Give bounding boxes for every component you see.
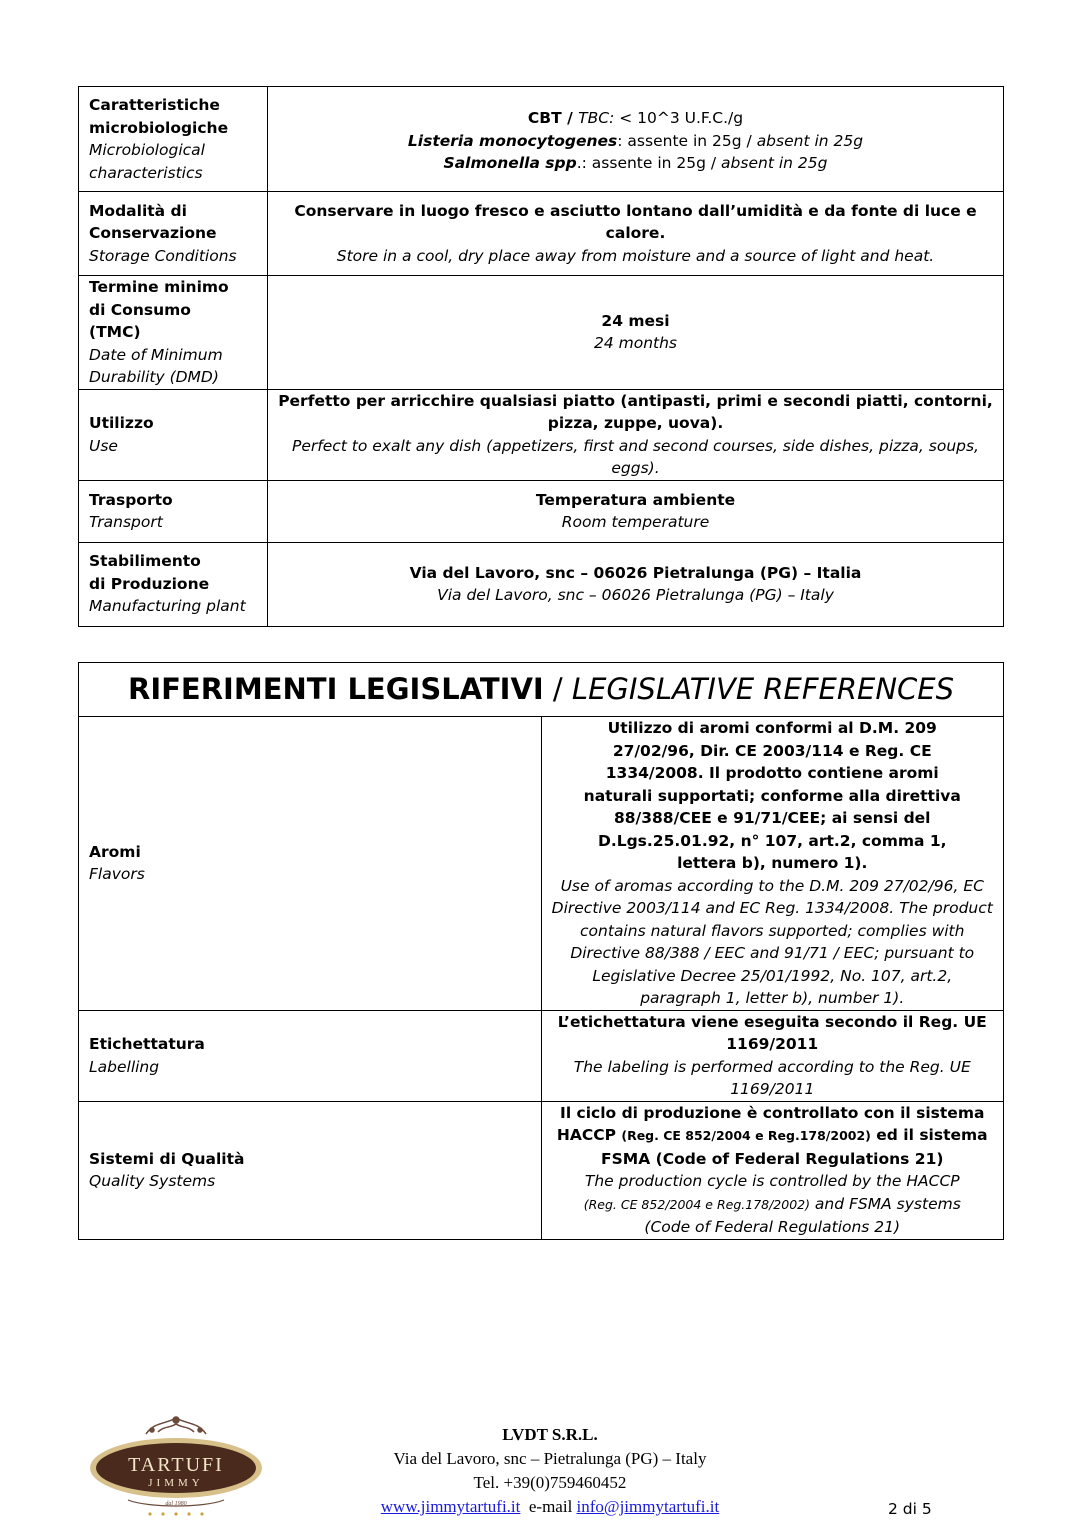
value-it: L’etichettatura viene eseguita secondo il Reg. UE 1169/2011 — [557, 1012, 987, 1053]
salmonella-label: Salmonella spp — [443, 154, 577, 172]
value-it-a: Il ciclo di produzione è controllato con il sistema HACCP — [556, 1103, 985, 1144]
value-line — [278, 130, 993, 153]
value-it: Perfetto per arricchire qualsiasi piatto (antipasti, primi e secondi piatti, contorni, pizza, zuppe, uova). — [278, 391, 993, 432]
title-en: LEGISLATIVE REFERENCES — [571, 672, 954, 707]
spec-value — [268, 192, 1004, 276]
value-it — [552, 1102, 994, 1171]
value-en: 24 months — [593, 334, 678, 353]
legis-label — [79, 717, 542, 1011]
spec-row-plant — [79, 542, 1004, 626]
legis-label — [79, 1101, 542, 1239]
value-it: Utilizzo di aromi conformi al D.M. 209 27/02/96, Dir. CE 2003/114 e Reg. CE 1334/2008. Il prodotto contiene aromi naturali supportati; conforme alla direttiva 88/388/CEE e 91/71/CEE; ai sensi del D.Lgs.25.01.92, n° 107, art.2, comma 1, lettera b), numero 1). — [583, 719, 961, 872]
label-en: Storage Conditions — [89, 246, 237, 265]
legis-label — [79, 1010, 542, 1101]
spec-value — [268, 389, 1004, 480]
spec-label — [79, 192, 268, 276]
company-phone: Tel. +39(0)759460452 — [473, 1473, 627, 1492]
website-link[interactable]: www.jimmytartufi.it — [380, 1497, 521, 1516]
spec-value — [268, 87, 1004, 192]
spec-label — [79, 389, 268, 480]
value-line — [278, 152, 993, 175]
listeria-value-en: absent in 25g — [756, 131, 864, 150]
label-it: Stabilimento di Produzione — [89, 552, 210, 593]
label-it: Utilizzo — [89, 414, 154, 432]
spec-row-storage — [79, 192, 1004, 276]
page-number: 2 di 5 — [888, 1500, 932, 1518]
title-sep: / — [543, 672, 572, 707]
email-label: e-mail — [528, 1497, 573, 1516]
spec-row-transport — [79, 480, 1004, 542]
spec-row-microbiology — [79, 87, 1004, 192]
spec-row-tmc — [79, 276, 1004, 390]
spec-label — [79, 480, 268, 542]
value-it: 24 mesi — [601, 311, 670, 330]
spec-value — [268, 480, 1004, 542]
legis-row-flavors — [79, 717, 1004, 1011]
value-en — [552, 1170, 994, 1239]
value-en: The labeling is performed according to the Reg. UE 1169/2011 — [573, 1057, 971, 1098]
spec-label — [79, 87, 268, 192]
legis-row-quality — [79, 1101, 1004, 1239]
value-en: Room temperature — [561, 513, 710, 531]
title-it: RIFERIMENTI LEGISLATIVI — [127, 672, 544, 707]
crown-ornament-icon — [146, 1417, 206, 1434]
label-en: Flavors — [89, 865, 145, 884]
value-it: Temperatura ambiente — [535, 490, 736, 509]
label-it: Sistemi di Qualità — [89, 1149, 245, 1168]
label-en: Use — [89, 436, 118, 455]
specs-table — [78, 86, 1004, 627]
legis-row-labelling — [79, 1010, 1004, 1101]
legis-value — [541, 1101, 1004, 1239]
spec-row-use — [79, 389, 1004, 480]
value-en-b: and FSMA systems (Code of Federal Regulations 21) — [644, 1194, 961, 1236]
cbt-value: < 10^3 U.F.C./g — [614, 109, 744, 127]
logo-since: dal 1980 — [165, 1501, 187, 1507]
logo-sub: JIMMY — [148, 1477, 204, 1489]
value-en: Via del Lavoro, snc – 06026 Pietralunga (PG) – Italy — [437, 586, 834, 604]
value-en-small: (Reg. CE 852/2004 e Reg.178/2002) — [583, 1196, 810, 1212]
company-address: Via del Lavoro, snc – Pietralunga (PG) – Italy — [393, 1449, 707, 1468]
email-link[interactable]: info@jimmytartufi.it — [576, 1497, 720, 1516]
legislative-header-row — [79, 663, 1004, 717]
tartufi-jimmy-logo — [88, 1412, 264, 1518]
company-name: LVDT S.R.L. — [502, 1425, 598, 1444]
logo-brand: TARTUFI — [128, 1454, 224, 1476]
value-it-small: (Reg. CE 852/2004 e Reg.178/2002) — [621, 1128, 871, 1143]
label-en: Microbiological characteristics — [89, 141, 205, 182]
listeria-value: : assente in 25g / — [617, 131, 757, 150]
spec-label — [79, 542, 268, 626]
salmonella-value-en: absent in 25g — [721, 154, 828, 172]
value-en: Store in a cool, dry place away from moisture and a source of light and heat. — [336, 246, 935, 265]
label-it: Etichettatura — [89, 1035, 205, 1053]
value-en: Perfect to exalt any dish (appetizers, first and second courses, side dishes, pizza, soups, eggs). — [292, 436, 979, 477]
tbc-label: TBC: — [578, 109, 615, 127]
legislative-title — [79, 663, 1004, 717]
legislative-table — [78, 662, 1004, 1240]
legis-value — [541, 1010, 1004, 1101]
label-en: Labelling — [89, 1057, 160, 1076]
label-it: Caratteristiche microbiologiche — [89, 96, 229, 137]
spec-value — [268, 542, 1004, 626]
dots-icon — [148, 1512, 203, 1515]
label-it: Trasporto — [89, 490, 173, 509]
value-line — [278, 107, 993, 130]
listeria-label: Listeria monocytogenes — [407, 131, 618, 150]
label-it: Termine minimo di Consumo (TMC) — [89, 278, 229, 341]
value-it-b: ed il sistema FSMA (Code of Federal Regulations 21) — [601, 1126, 988, 1168]
spec-value — [268, 276, 1004, 390]
spec-label — [79, 276, 268, 390]
label-en: Date of Minimum Durability (DMD) — [89, 345, 223, 386]
cbt-label: CBT / — [527, 109, 579, 127]
label-it: Modalità di Conservazione — [89, 201, 217, 243]
value-en-a: The production cycle is controlled by the HACCP — [584, 1172, 960, 1190]
label-en: Transport — [89, 513, 163, 531]
footer-contact — [340, 1423, 760, 1519]
legis-value — [541, 717, 1004, 1011]
value-it: Conservare in luogo fresco e asciutto lontano dall’umidità e da fonte di luce e calore. — [294, 201, 977, 243]
label-it: Aromi — [89, 842, 141, 861]
salmonella-value: .: assente in 25g / — [576, 154, 722, 172]
label-en: Quality Systems — [89, 1172, 216, 1190]
label-en: Manufacturing plant — [89, 597, 246, 616]
value-en: Use of aromas according to the D.M. 209 27/02/96, EC Directive 2003/114 and EC Reg. 1334/2008. The product contains natural flavors supported; complies with Directive 88/388 / EEC and 91/71 / EEC; pursuant to Legislative Decree 25/01/1992, No. 107, art.2, paragraph 1, letter b), number 1). — [551, 876, 993, 1007]
company-links — [340, 1495, 760, 1519]
value-it: Via del Lavoro, snc – 06026 Pietralunga (PG) – Italia — [409, 563, 862, 582]
